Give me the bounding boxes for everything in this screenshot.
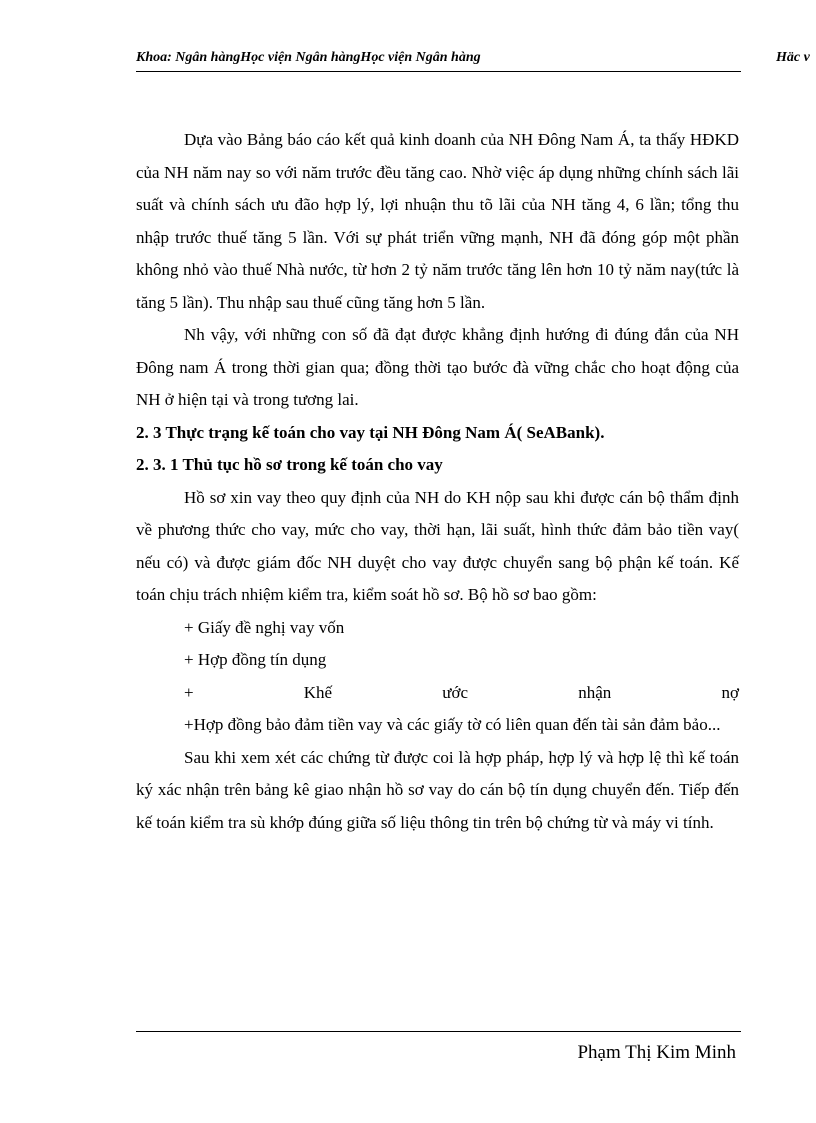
list-item: + Hợp đồng tín dụng [184,650,327,669]
list-item-spread [136,677,739,710]
paragraph-business-results: Dựa vào Bảng báo cáo kết quả kinh doanh của NH Đông Nam Á, ta thấy HĐKD của NH năm nay so với năm trước đều tăng cao. Nhờ việc áp dụng những chính sách lãi suất và chính sách ưu đão hợp lý, lợi nhuận thu tõ lãi của NH tăng 4, 6 lần; tổng thu nhập trước thuế tăng 5 lần. Với sự phát triển vững mạnh, NH đã đóng góp một phần không nhỏ vào thuế Nhà nước, từ hơn 2 tỷ năm trước tăng lên hơn 10 tỷ năm nay(tức là tăng 5 lần). Thu nhập sau thuế cũng tăng hơn 5 lần. [136,130,739,312]
footer-author: Phạm Thị Kim Minh [577,1042,736,1063]
header-divider [136,71,741,72]
list-item-guarantee: +Hợp đồng bảo đảm tiền vay và các giấy tờ có liên quan đến tài sản đảm bảo... [184,715,721,734]
list-item-word: + [184,682,194,702]
subsection-heading: 2. 3. 1 Thủ tục hồ sơ trong kế toán cho vay [136,455,443,474]
list-item-word: Khế [303,682,333,702]
list-item: + Giấy đề nghị vay vốn [184,617,345,637]
list-item-word: nhận [578,682,612,702]
section-heading: 2. 3 Thực trạng kế toán cho vay tại NH Đông Nam Á( SeABank). [136,422,605,442]
paragraph-conclusion: Nh vậy, với những con số đã đạt được khẳng định hướng đi đúng đắn của NH Đông nam Á trong thời gian qua; đồng thời tạo bước đà vững chắc cho hoạt động của NH ở hiện tại và trong tương lai. [136,325,739,409]
header-department: Khoa: Ngân hàngHọc viện Ngân hàngHọc viện Ngân hàng [136,50,481,65]
footer-divider [136,1031,741,1032]
paragraph-verification: Sau khi xem xét các chứng từ được coi là hợp pháp, hợp lý và hợp lệ thì kế toán ký xác nhận trên bảng kê giao nhận hồ sơ vay do cán bộ tín dụng chuyển đến. Tiếp đến kế toán kiểm tra sù khớp đúng giữa số liệu thông tin trên bộ chứng từ và máy vi tính. [136,747,739,832]
document-body [136,124,739,839]
list-item-word: ước [442,682,469,702]
paragraph-loan-dossier: Hồ sơ xin vay theo quy định của NH do KH nộp sau khi được cán bộ thẩm định về phương thức cho vay, mức cho vay, thời hạn, lãi suất, hình thức đảm bảo tiền vay( nếu có) và được giám đốc NH duyệt cho vay được chuyển sang bộ phận kế toán. Kế toán chịu trách nhiệm kiểm tra, kiểm soát hồ sơ. Bộ hồ sơ bao gồm: [136,487,739,604]
list-item-word: nợ [721,682,739,702]
header-right-text: Häc v [776,50,810,65]
